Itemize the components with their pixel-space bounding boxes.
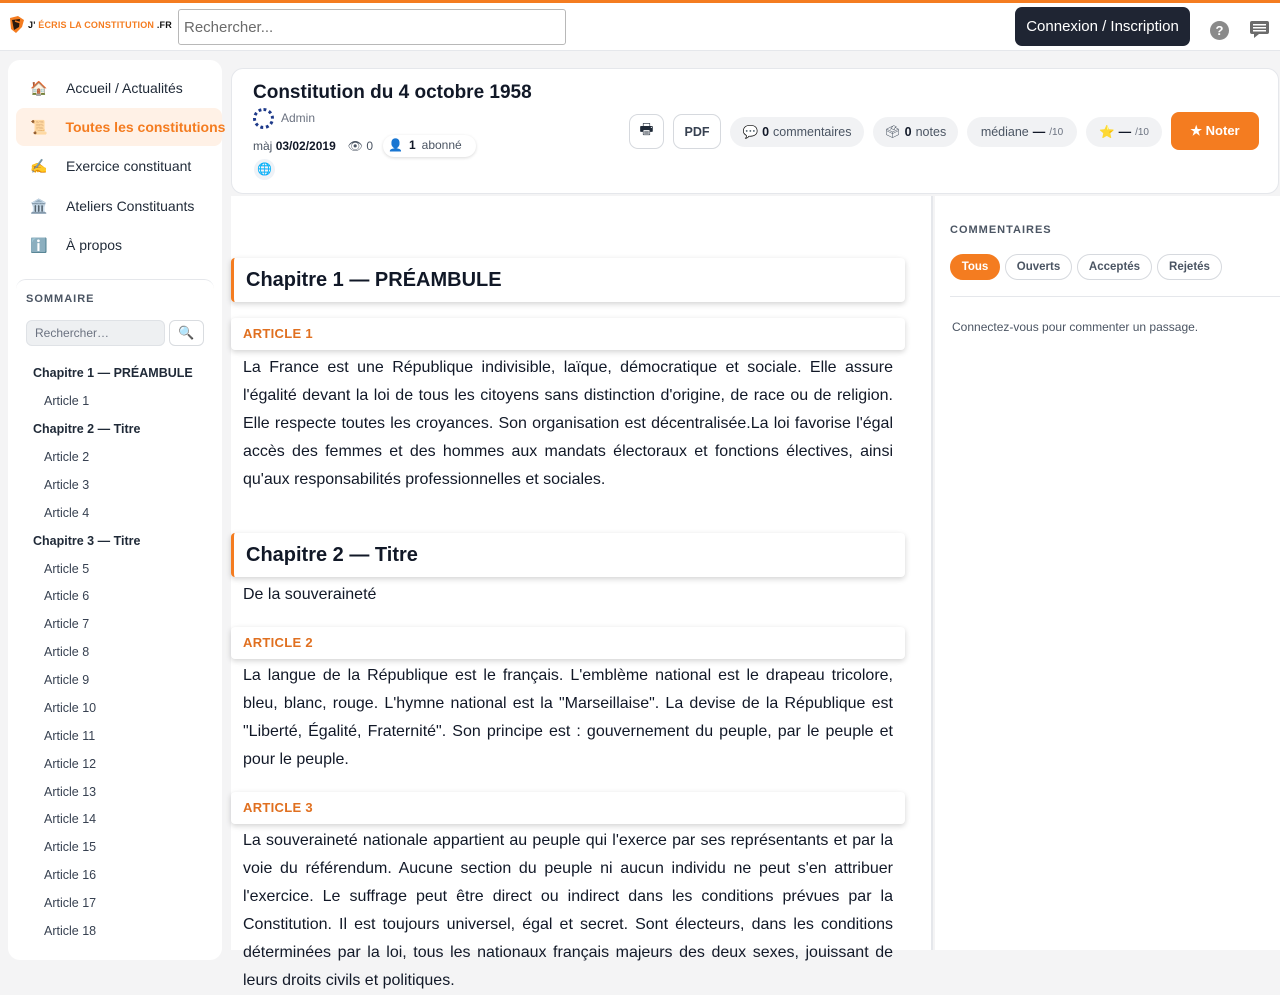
- median-label: médiane: [980, 125, 1029, 139]
- comments-count: 0: [762, 125, 770, 139]
- logo-quill-icon: [8, 15, 26, 35]
- globe-icon[interactable]: 🌐: [254, 159, 275, 180]
- article-text[interactable]: La souveraineté nationale appartient au peuple qui l'exerce par ses représentants et par la voie du référendum. Aucune section du peuple ni aucun individu ne peut s'en attribuer l'exercice. Le suffrage peut être direct ou indirect dans les conditions prévues par la Constitution. Il est toujours universel, égal et secret. Sont électeurs, dans les conditions déterminées par la loi, tous les nationaux français majeurs des deux sexes, jouissant de leurs droits civils et politiques.: [243, 832, 893, 989]
- meta-row: [253, 135, 476, 157]
- toc-article[interactable]: Article 15: [44, 840, 97, 854]
- constitution-content: [231, 196, 933, 989]
- global-search-input[interactable]: [178, 9, 566, 45]
- login-signup-button[interactable]: Connexion / Inscription: [1015, 7, 1190, 46]
- toc-article[interactable]: Article 4: [44, 506, 90, 520]
- notes-count: 0: [904, 125, 912, 139]
- toc-article[interactable]: Article 10: [44, 701, 97, 715]
- toc-chapter[interactable]: Chapitre 3 — Titre: [33, 534, 141, 548]
- median-value: —: [1032, 125, 1046, 139]
- subscriber-label: abonné: [421, 138, 462, 152]
- info-icon: ℹ️: [30, 236, 48, 253]
- nav-item-workshops[interactable]: [16, 187, 213, 225]
- toc-article[interactable]: Article 5: [44, 562, 90, 576]
- rate-button[interactable]: ★ Noter: [1171, 112, 1259, 150]
- top-bar: [0, 0, 1280, 51]
- updated-date: 03/02/2019: [275, 139, 336, 153]
- logo-tld: .FR: [156, 20, 172, 30]
- toc-article[interactable]: Article 3: [44, 478, 90, 492]
- star-rating-pill: [1086, 117, 1162, 147]
- user-icon: 👤: [388, 138, 403, 152]
- notes-label: notes: [915, 125, 947, 139]
- toc-article[interactable]: Article 12: [44, 757, 97, 771]
- toc-chapter[interactable]: Chapitre 1 — PRÉAMBULE: [33, 366, 193, 380]
- filter-tab-rejected[interactable]: Rejetés: [1157, 254, 1222, 280]
- chapter-heading: Chapitre 1 — PRÉAMBULE: [231, 258, 905, 302]
- nav-item-about[interactable]: [16, 226, 213, 264]
- toc-chapter[interactable]: Chapitre 2 — Titre: [33, 422, 141, 436]
- author-link[interactable]: Admin: [281, 111, 316, 125]
- article-heading[interactable]: ARTICLE 3: [231, 792, 905, 824]
- median-pill: [967, 117, 1077, 147]
- toc-article[interactable]: Article 7: [44, 617, 90, 631]
- ballot-box-icon: 🗳: [884, 124, 901, 139]
- toc-article[interactable]: Article 8: [44, 645, 90, 659]
- logo-prefix: J': [28, 20, 36, 30]
- chapter-heading: Chapitre 2 — Titre: [231, 533, 905, 577]
- median-scale: /10: [1049, 126, 1064, 138]
- speech-bubble-icon: 💬: [742, 124, 759, 139]
- toc-article[interactable]: Article 1: [44, 394, 90, 408]
- toc-article[interactable]: Article 9: [44, 673, 90, 687]
- sommaire-title: SOMMAIRE: [26, 293, 95, 305]
- article-text[interactable]: La langue de la République est le français. L'emblème national est le drapeau tricolore, bleu, blanc, rouge. L'hymne national est la "Marseillaise". La devise de la République est "Liberté, Égalité, Fraternité". Son principe est : gouvernement du peuple, par le peuple et pour le peuple.: [243, 667, 893, 768]
- site-logo[interactable]: [8, 15, 172, 35]
- subscribe-pill[interactable]: [383, 135, 476, 157]
- scroll-icon: 📜: [30, 118, 48, 135]
- chapter-subtitle: De la souveraineté: [243, 586, 377, 603]
- logo-name: ÉCRIS LA CONSTITUTION: [38, 20, 155, 30]
- nav-item-label: Exercice constituant: [66, 158, 192, 174]
- article-heading[interactable]: ARTICLE 2: [231, 627, 905, 659]
- star-scale: /10: [1135, 126, 1149, 138]
- view-count: 0: [366, 139, 374, 153]
- toc-article[interactable]: Article 17: [44, 896, 97, 910]
- updated-prefix: màj: [253, 139, 273, 153]
- subscriber-count: 1: [408, 138, 416, 152]
- article-text[interactable]: La France est une République indivisible, laïque, démocratique et sociale. Elle assure l'égalité devant la loi de tous les citoyens sans distinction d'origine, de race ou de religion. Elle respecte toutes les croyances. Son organisation est décentralisée.La loi favorise l'égal accès des femmes et des hommes aux mandats électoraux et fonctions électives, ainsi qu'aux responsabilités professionnelles et sociales.: [243, 359, 893, 488]
- toc-article[interactable]: Article 14: [44, 812, 97, 826]
- toc-article[interactable]: Article 2: [44, 450, 90, 464]
- eye-icon: 👁: [347, 139, 363, 153]
- logo-text: [28, 20, 172, 30]
- nav-item-exercise[interactable]: [16, 147, 213, 185]
- divider: [950, 296, 1280, 297]
- comments-panel: [935, 196, 1280, 950]
- star-icon: ⭐: [1099, 124, 1115, 139]
- toc-article[interactable]: Article 16: [44, 868, 97, 882]
- comments-label: commentaires: [773, 125, 852, 139]
- help-icon[interactable]: ?: [1210, 21, 1229, 40]
- pdf-button[interactable]: PDF: [673, 114, 721, 149]
- chat-bubble-menu-icon[interactable]: [1250, 21, 1269, 38]
- print-icon: 🖶: [639, 121, 654, 138]
- toc-article[interactable]: Article 18: [44, 924, 97, 938]
- nav-item-home[interactable]: [16, 69, 213, 107]
- nav-item-label: Accueil / Actualités: [66, 80, 183, 96]
- nav-item-label: Toutes les constitutions: [65, 119, 226, 135]
- toc-article[interactable]: Article 13: [44, 785, 97, 799]
- nav-item-label: À propos: [66, 237, 123, 253]
- toc-search-button[interactable]: 🔍: [169, 320, 204, 346]
- notes-count-pill[interactable]: [873, 117, 958, 147]
- toc-search-input[interactable]: [26, 320, 165, 346]
- writing-hand-icon: ✍️: [30, 157, 48, 174]
- filter-tab-open[interactable]: Ouverts: [1005, 254, 1072, 280]
- comments-empty-text: Connectez-vous pour commenter un passage.: [952, 320, 1199, 334]
- filter-tab-accepted[interactable]: Acceptés: [1077, 254, 1152, 280]
- avatar[interactable]: [253, 108, 274, 129]
- star-value: —: [1118, 125, 1132, 139]
- toc-article[interactable]: Article 6: [44, 589, 90, 603]
- filter-tab-all[interactable]: Tous: [950, 254, 1000, 280]
- nav-item-all-constitutions[interactable]: [16, 108, 226, 146]
- print-button[interactable]: [629, 114, 664, 149]
- article-heading[interactable]: ARTICLE 1: [231, 318, 905, 350]
- home-icon: 🏠: [30, 79, 48, 96]
- nav-item-label: Ateliers Constituants: [66, 198, 195, 214]
- comments-count-pill[interactable]: [730, 117, 864, 147]
- toc-article[interactable]: Article 11: [44, 729, 96, 743]
- document-header: [231, 68, 1279, 194]
- classical-building-icon: 🏛️: [30, 197, 48, 214]
- sidebar: [8, 60, 226, 960]
- comments-title: COMMENTAIRES: [950, 224, 1052, 236]
- page-title: Constitution du 4 octobre 1958: [253, 82, 532, 103]
